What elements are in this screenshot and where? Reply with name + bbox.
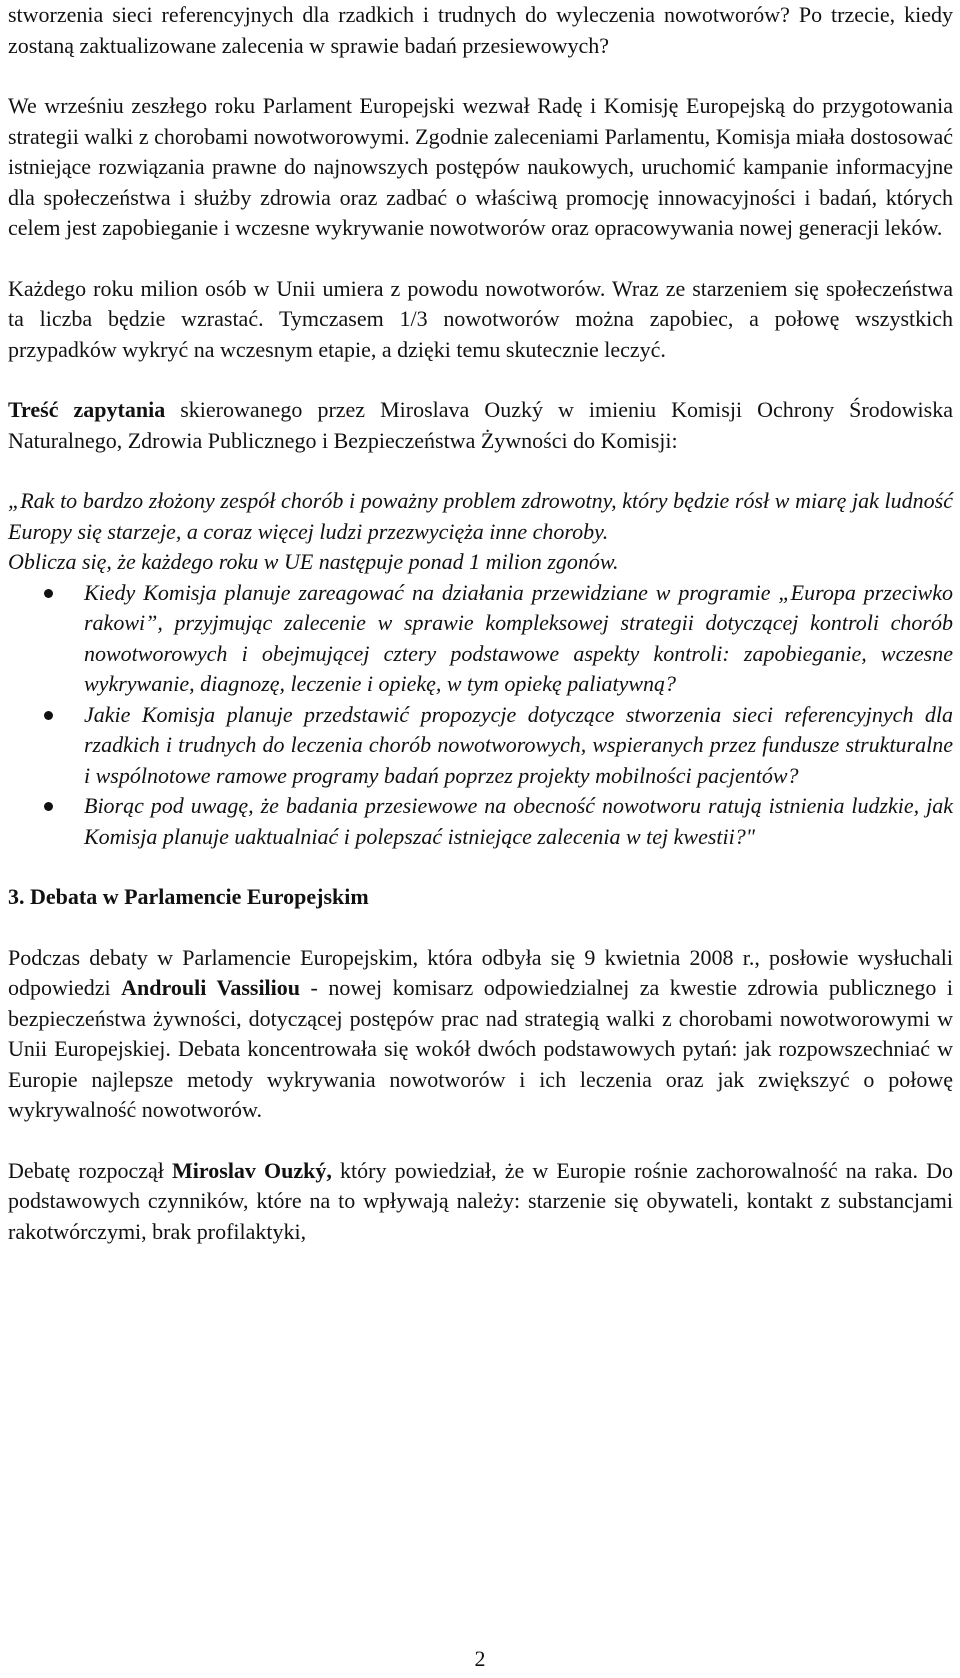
paragraph-million: Każdego roku milion osób w Unii umiera z powodu nowotworów. Wraz ze starzeniem się społeczeństwa ta liczba będzie wzrastać. Tymczasem 1/3 nowotworów można zapobiec, a połowę wszystkich przypadków wykryć na wczesnym etapie, a dzięki temu skutecznie leczyć. bbox=[8, 275, 953, 362]
quote-line-2: Oblicza się, że każdego roku w UE następuje ponad 1 milion zgonów. bbox=[8, 549, 619, 574]
opening-text-start: Debatę rozpoczął bbox=[8, 1157, 173, 1183]
debate-text-start: Podczas debaty w Parlamencie Europejskim, która odbyła się 9 kwietnia 2008 r., posłowie wysłuchali odpowiedzi bbox=[8, 944, 953, 1000]
question-label: Treść zapytania bbox=[8, 397, 166, 422]
top-paragraph: stworzenia sieci referencyjnych dla rzadkich i trudnych do wyleczenia nowotworów? Po trzecie, kiedy zostaną zaktualizowane zalecenia w sprawie badań przesiewowych? bbox=[8, 2, 953, 58]
opening-paragraph bbox=[8, 1156, 953, 1248]
paragraph-september: We wrześniu zeszłego roku Parlament Europejski wezwał Radę i Komisję Europejską do przygotowania strategii walki z chorobami nowotworowymi. Zgodnie zaleceniami Parlamentu, Komisja miała dostosować istniejące rozwiązania prawne do najnowszych postępów naukowych, uruchomić kampanie informacyjne dla społeczeństwa i służby zdrowia oraz zadbać o właściwą promocję innowacyjności i badań, których celem jest zapobieganie i wczesne wykrywanie nowotworów oraz opracowywania nowej generacji leków. bbox=[8, 93, 953, 240]
question-item-2 bbox=[8, 700, 953, 792]
section-heading: 3. Debata w Parlamencie Europejskim bbox=[8, 884, 369, 909]
question-intro bbox=[8, 395, 953, 456]
opening-text-end: który powiedział, że w Europie rośnie zachorowalność na raka. Do podstawowych czynników, które na to wpływają należy: starzenie się obywateli, kontakt z substancjami rakotwórczymi, brak profilaktyki, bbox=[8, 1157, 954, 1244]
question-text: Kiedy Komisja planuje zareagować na działania przewidziane w programie „Europa przeciwko rakowi”, przyjmując zalecenie w sprawie kompleksowej strategii dotyczącej kontroli chorób nowotworowych i obejmującej cztery podstawowe aspekty kontroli: zapobieganie, wczesne wykrywanie, diagnozę, leczenie i opiekę, w tym opiekę paliatywną? bbox=[84, 579, 953, 696]
debate-text-end: - nowej komisarz odpowiedzialnej za kwestie zdrowia publicznego i bezpieczeństwa żywności, dotyczącej postępów prac nad strategią walki z chorobami nowotworowymi w Unii Europejskiej. Debata koncentrowała się wokół dwóch podstawowych pytań: jak rozpowszechniać w Europie najlepsze metody wykrywania nowotworów i ich leczenia oraz jak zwiększyć o połowę wykrywalność nowotworów. bbox=[8, 975, 953, 1122]
question-list bbox=[8, 578, 953, 853]
question-item-3 bbox=[8, 791, 953, 852]
question-item-1 bbox=[8, 578, 953, 700]
question-text: Biorąc pod uwagę, że badania przesiewowe na obecność nowotworu ratują istnienia ludzkie, jak Komisja planuje uaktualniać i polepszać istniejące zalecenia w tej kwestii?" bbox=[84, 793, 953, 849]
bullet-dot-icon bbox=[44, 802, 53, 811]
question-text: Jakie Komisja planuje przedstawić propozycje dotyczące stworzenia sieci referencyjnych dla rzadkich i trudnych do leczenia chorób nowotworowych, wspieranych przez fundusze strukturalne i wspólnotowe ramowe programy badań poprzez projekty mobilności pacjentów? bbox=[84, 701, 953, 788]
speaker-name: Miroslav Ouzký, bbox=[172, 1157, 332, 1183]
commissioner-name: Androuli Vassiliou bbox=[121, 975, 301, 1000]
question-intro-text: skierowanego przez Miroslava Ouzký w imieniu Komisji Ochrony Środowiska Naturalnego, Zdrowia Publicznego i Bezpieczeństwa Żywności do Komisji: bbox=[8, 397, 953, 453]
quote-line-1: „Rak to bardzo złożony zespół chorób i poważny problem zdrowotny, który będzie rósł w miarę jak ludność Europy się starzeje, a coraz więcej ludzi przezwycięża inne choroby. bbox=[8, 488, 953, 544]
page-number: 2 bbox=[474, 1646, 486, 1671]
document-page bbox=[8, 0, 953, 1247]
debate-paragraph bbox=[8, 943, 953, 1126]
bullet-dot-icon bbox=[44, 589, 53, 598]
bullet-dot-icon bbox=[44, 711, 53, 720]
